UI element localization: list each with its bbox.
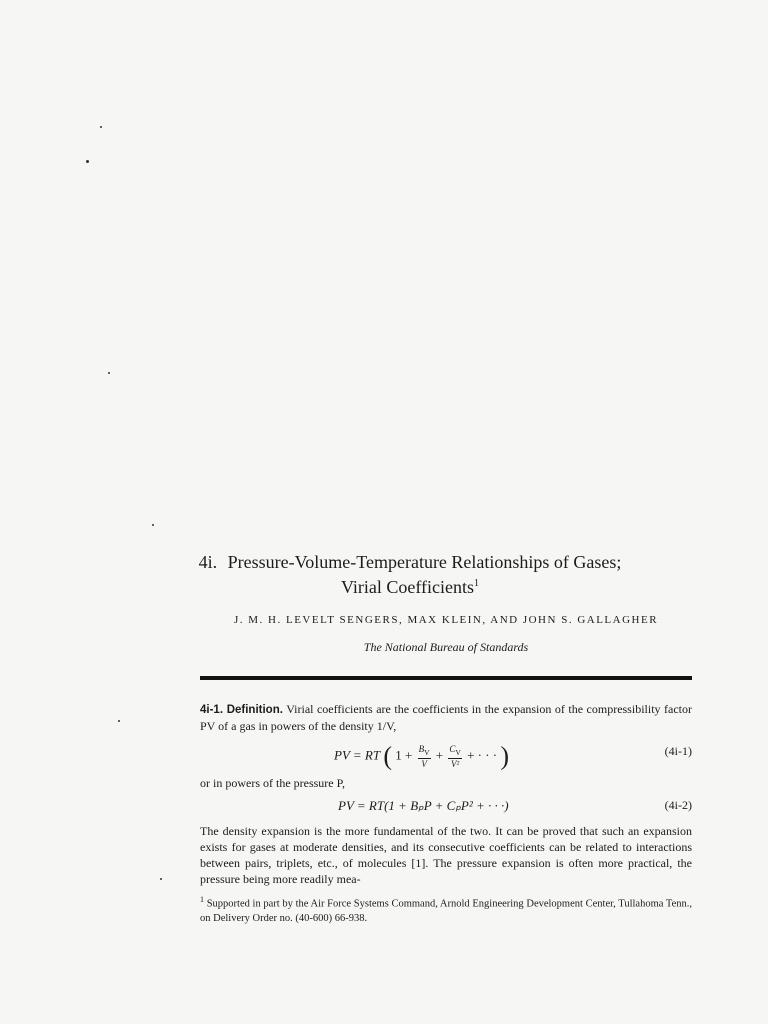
definition-text: Virial coefficients are the coefficients in the expansion of the compressibility factor PV of a gas in powers of the density 1/V,: [200, 702, 692, 733]
section-number: 4i.: [198, 552, 218, 572]
eq1-plus: +: [435, 747, 444, 763]
eq1-one-plus: 1 +: [395, 747, 413, 763]
eq1-frac1-sub: V: [424, 747, 430, 757]
eq1-frac2-sub: V: [455, 747, 461, 757]
footnote: [200, 893, 692, 926]
eq1-close-paren: ): [500, 741, 510, 771]
authors-line: J. M. H. LEVELT SENGERS, MAX KLEIN, AND JOHN S. GALLAGHER: [233, 614, 659, 626]
equation-4i-2: [200, 790, 692, 824]
title-rule-divider: [200, 676, 692, 680]
scan-speck: [152, 524, 154, 526]
footnote-text: Supported in part by the Air Force Systems Command, Arnold Engineering Development Center, Tullahoma Tenn., on Delivery Order no. (40-600) 66-938.: [200, 898, 692, 924]
eq1-lhs: PV = RT: [334, 747, 381, 763]
definition-paragraph: [200, 701, 692, 734]
eq1-fraction-c: [448, 744, 461, 769]
density-expansion-paragraph: The density expansion is the more fundamental of the two. It can be proved that such an expansion exists for gases at moderate densities, and its consecutive coefficients can be related to interactions between pairs, triplets, etc., of molecules [1]. The pressure expansion is often more practical, the pressure being more readily mea-: [200, 824, 692, 886]
eq1-fraction-b: [418, 744, 431, 769]
equation-4i-1: [200, 736, 692, 770]
title-line-1: Pressure-Volume-Temperature Relationships of Gases;: [227, 552, 622, 572]
eq1-frac1-den: V: [421, 758, 427, 769]
scan-speck: [100, 126, 102, 128]
scan-speck: [118, 720, 120, 722]
affiliation: The National Bureau of Standards: [363, 640, 529, 654]
eq1-tail: + · · ·: [467, 747, 498, 763]
scan-speck: [160, 878, 162, 880]
chapter-title: [150, 552, 670, 598]
scan-speck: [108, 372, 110, 374]
title-footnote-mark: 1: [474, 578, 480, 589]
between-text: or in powers of the pressure P,: [200, 776, 345, 790]
eq1-frac1-num: B: [418, 744, 425, 754]
title-line-2: Virial Coefficients: [340, 577, 475, 597]
eq2-expr: PV = RT(1 + BₚP + CₚP² + · · ·): [338, 798, 509, 813]
footnote-mark: 1: [200, 895, 204, 904]
eq1-open-paren: (: [383, 741, 393, 771]
scan-speck: [86, 160, 89, 163]
definition-heading: 4i-1. Definition.: [200, 704, 283, 716]
eq2-tag: (4i-2): [664, 798, 692, 812]
eq1-frac2-den: V²: [450, 758, 460, 769]
eq1-frac2-num: C: [449, 744, 456, 754]
eq1-tag: (4i-1): [664, 744, 692, 758]
